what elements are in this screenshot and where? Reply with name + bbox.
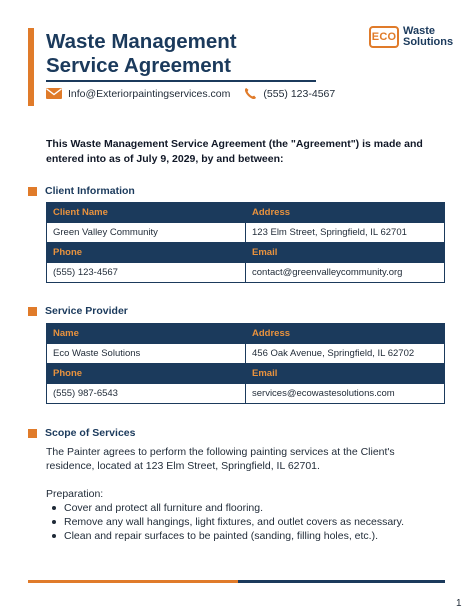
table-header-cell: Address bbox=[246, 324, 445, 344]
preparation-label: Preparation: bbox=[46, 488, 104, 500]
table-row bbox=[47, 384, 445, 404]
table-cell: (555) 987-6543 bbox=[47, 384, 246, 404]
section-heading-provider bbox=[28, 305, 128, 317]
table-header-cell: Address bbox=[246, 203, 445, 223]
table-header-row bbox=[47, 243, 445, 263]
scope-of-services bbox=[46, 445, 446, 543]
company-logo bbox=[369, 26, 453, 48]
header-divider bbox=[46, 80, 316, 82]
table-cell: contact@greenvalleycommunity.org bbox=[246, 263, 445, 283]
table-header-cell: Email bbox=[246, 364, 445, 384]
table-cell: (555) 123-4567 bbox=[47, 263, 246, 283]
table-header-cell: Email bbox=[246, 243, 445, 263]
section-title: Client Information bbox=[45, 185, 135, 197]
table-cell: 123 Elm Street, Springfield, IL 62701 bbox=[246, 223, 445, 243]
title-accent-bar bbox=[28, 28, 34, 106]
table-cell: Eco Waste Solutions bbox=[47, 344, 246, 364]
table-header-row bbox=[47, 324, 445, 344]
logo-text bbox=[403, 26, 453, 48]
logo-text-line-2: Solutions bbox=[403, 36, 454, 48]
logo-text-line-1: Waste bbox=[403, 25, 435, 37]
section-heading-scope bbox=[28, 427, 135, 439]
intro-paragraph: This Waste Management Service Agreement (the "Agreement") is made and entered into as of July 9, 2029, by and between: bbox=[46, 138, 423, 165]
table-header-row bbox=[47, 364, 445, 384]
table-row bbox=[47, 344, 445, 364]
table-header-cell: Name bbox=[47, 324, 246, 344]
phone-icon bbox=[244, 87, 257, 100]
table-cell: 456 Oak Avenue, Springfield, IL 62702 bbox=[246, 344, 445, 364]
table-header-cell: Phone bbox=[47, 364, 246, 384]
section-heading-client bbox=[28, 185, 135, 197]
table-row bbox=[47, 263, 445, 283]
list-item: Remove any wall hangings, light fixtures, and outlet covers as necessary. bbox=[46, 515, 446, 529]
list-item: Cover and protect all furniture and flooring. bbox=[46, 501, 446, 515]
table-cell: services@ecowastesolutions.com bbox=[246, 384, 445, 404]
footer-bar-navy bbox=[238, 580, 445, 583]
table-header-cell: Phone bbox=[47, 243, 246, 263]
list-item: Clean and repair surfaces to be painted (sanding, filling holes, etc.). bbox=[46, 529, 446, 543]
section-title: Scope of Services bbox=[45, 427, 136, 439]
title-line-2: Service Agreement bbox=[46, 54, 231, 77]
section-marker-icon bbox=[28, 307, 37, 316]
title-line-1: Waste Management bbox=[46, 30, 237, 53]
preparation-list bbox=[46, 501, 446, 543]
contact-phone[interactable]: (555) 123-4567 bbox=[263, 87, 336, 100]
table-cell: Green Valley Community bbox=[47, 223, 246, 243]
scope-paragraph: The Painter agrees to perform the following painting services at the Client's residence, located at 123 Elm Street, Springfield, IL 62701. bbox=[46, 446, 395, 472]
provider-info-table bbox=[46, 323, 445, 404]
envelope-icon bbox=[46, 88, 62, 99]
logo-badge: ECO bbox=[369, 26, 399, 48]
table-row bbox=[47, 223, 445, 243]
page-number: 1 bbox=[456, 598, 462, 609]
contact-email[interactable]: Info@Exteriorpaintingservices.com bbox=[68, 87, 231, 100]
table-header-cell: Client Name bbox=[47, 203, 246, 223]
contact-row bbox=[46, 87, 335, 100]
section-marker-icon bbox=[28, 429, 37, 438]
page-title bbox=[46, 30, 306, 78]
section-title: Service Provider bbox=[45, 305, 128, 317]
footer-bar-orange bbox=[28, 580, 238, 583]
table-header-row bbox=[47, 203, 445, 223]
section-marker-icon bbox=[28, 187, 37, 196]
client-info-table bbox=[46, 202, 445, 283]
